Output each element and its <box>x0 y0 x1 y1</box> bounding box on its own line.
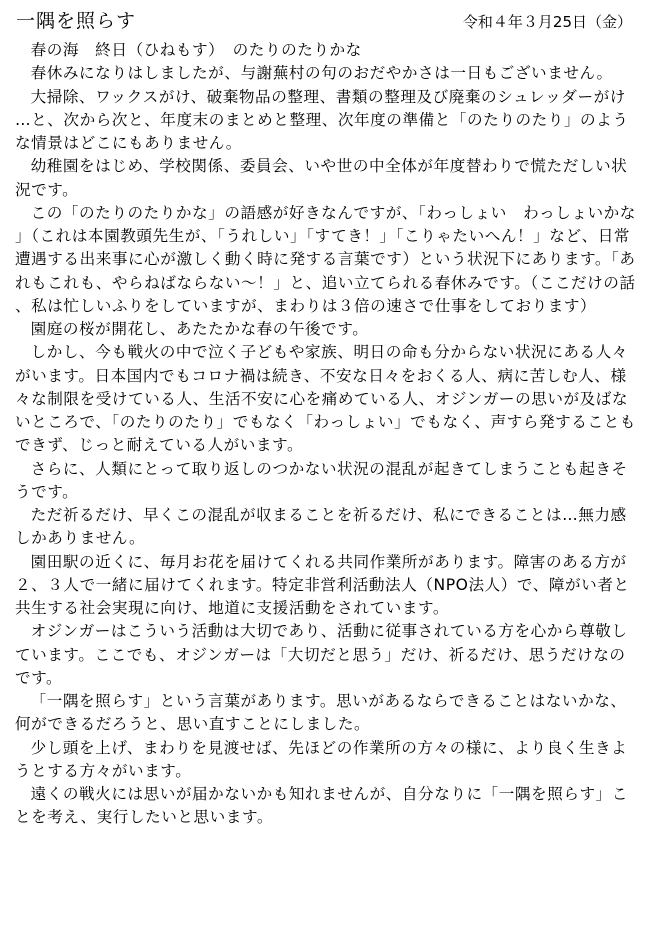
document-body <box>15 39 637 830</box>
document-title: 一隅を照らす <box>16 10 137 32</box>
document-date: 令和４年３月25日（金） <box>462 13 632 31</box>
paragraph: オジンガーはこういう活動は大切であり、活動に従事されている方を心から尊敬しています。ここでも、オジンガーは「大切だと思う」だけ、祈るだけ、思うだけなのです。 <box>15 622 628 687</box>
document-header <box>16 8 640 34</box>
paragraph: 春の海 終日（ひねもす） のたりのたりかな <box>30 41 362 59</box>
paragraph: この「のたりのたりかな」の語感が好きなんですが、「わっしょい わっしょいかな」（これは本園教頭先生が、「うれしい」「すてき！」「こりゃたいへん！」など、日常遭遇する出来事に心が激しく動く時に発する言葉です）という状況下にあります。「あれもこれも、やらねばならない～！」と、追い立てられる春休みです。（ここだけの話、私は忙しいふりをしていますが、まわりは３倍の速さで仕事をしております） <box>15 203 636 315</box>
paragraph: ただ祈るだけ、早くこの混乱が収まることを祈るだけ、私にできることは…無力感しかありません。 <box>15 506 627 548</box>
paragraph: 少し頭を上げ、まわりを見渡せば、先ほどの作業所の方々の様に、より良く生きようとする方々がいます。 <box>15 738 628 780</box>
paragraph: 園田駅の近くに、毎月お花を届けてくれる共同作業所があります。障害のある方が２、３人で一緒に届けてくれます。特定非営利活動法人（NPO法人）で、障がい者と共生する社会実現に向け、地道に支援活動をされています。 <box>15 552 630 617</box>
paragraph: 遠くの戦火には思いが届かないかも知れませんが、自分なりに「一隅を照らす」ことを考え、実行したいと思います。 <box>15 785 628 827</box>
paragraph: さらに、人類にとって取り返しのつかない状況の混乱が起きてしまうことも起きそうです。 <box>15 459 628 501</box>
paragraph: しかし、今も戦火の中で泣く子どもや家族、明日の命も分からない状況にある人々がいます。日本国内でもコロナ禍は続き、不安な日々をおくる人、病に苦しむ人、様々な制限を受けている人、生活不安に心を痛めている人、オジンガーの思いが及ばないところで、「のたりのたり」でもなく「わっしょい」でもなく、声すら発することもできず、じっと耐えている人がいます。 <box>15 343 636 455</box>
paragraph: 幼稚園をはじめ、学校関係、委員会、いや世の中全体が年度替わりで慌ただしい状況です。 <box>15 157 628 199</box>
paragraph: 園庭の桜が開花し、あたたかな春の午後です。 <box>30 320 369 338</box>
paragraph: 「一隅を照らす」という言葉があります。思いがあるならできることはないかな、何ができるだろうと、思い直すことにしました。 <box>15 692 627 734</box>
paragraph: 春休みになりはしましたが、与謝蕪村の句のおだやかさは一日もございません。 <box>30 64 613 83</box>
paragraph: 大掃除、ワックスがけ、破棄物品の整理、書類の整理及び廃棄のシュレッダーがけ…と、次から次と、年度末のまとめと整理、次年度の準備と「のたりのたり」のような情景はどこにもありません。 <box>15 87 629 152</box>
